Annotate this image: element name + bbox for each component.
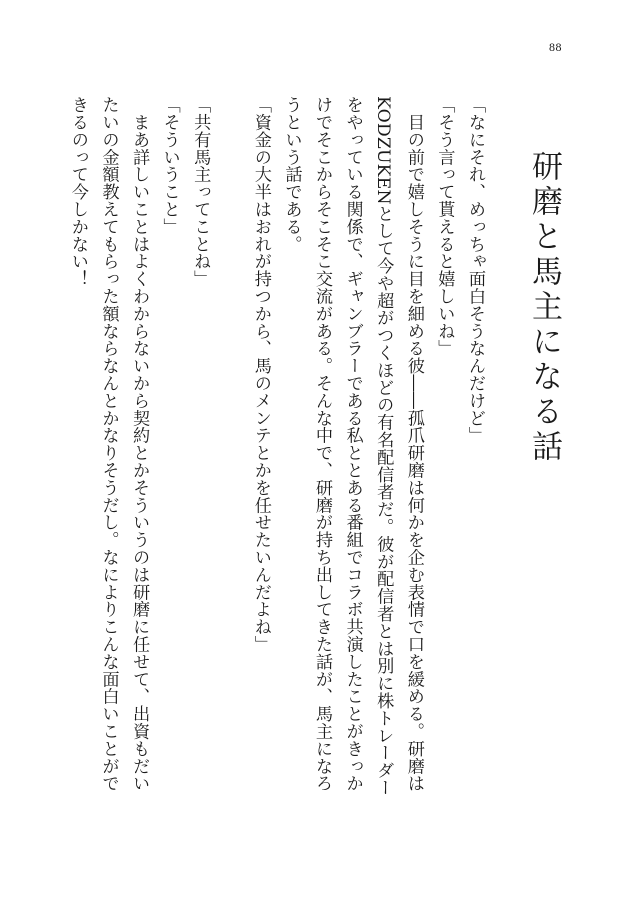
text-line: まあ詳しいことはよくわからないから契約とかそういうのは研磨に任せて、出資もだい xyxy=(129,96,150,792)
text-line: うという話である。 xyxy=(281,96,302,253)
text-line: 「資金の大半はおれが持つから、馬のメンテとかを任せたいんだよね」 xyxy=(250,96,271,653)
text-line: 「そう言って貰えると嬉しいね」 xyxy=(434,96,455,357)
page-number: 88 xyxy=(549,40,562,54)
chapter-title: 研磨と馬主になる話 xyxy=(526,150,562,465)
body-text xyxy=(62,96,490,826)
text-line: をやっている関係で、ギャンブラーである私ととある番組でコラボ共演したことがきっか xyxy=(342,96,363,792)
text-line: KODZUKENとして今や超がつくほどの有名配信者だ。彼が配信者とは別に株トレーダー xyxy=(373,96,394,797)
text-line: 「そういうこと」 xyxy=(159,96,180,236)
text-line: たいの金額教えてもらった額ならなんとかなりそうだし。なによりこんな面白いことがで xyxy=(98,96,119,792)
text-line: きるのって今しかない！ xyxy=(67,96,88,288)
text-line: けでそこからそこそこ交流がある。そんな中で、研磨が持ち出してきた話が、馬主になろ xyxy=(312,96,333,792)
text-line: 目の前で嬉しそうに目を細める彼――孤爪研磨は何かを企む表情で口を緩める。研磨は xyxy=(403,96,424,792)
text-line: 「共有馬主ってことね」 xyxy=(190,96,211,288)
text-line: 「なにそれ、めっちゃ面白そうなんだけど」 xyxy=(465,96,485,444)
